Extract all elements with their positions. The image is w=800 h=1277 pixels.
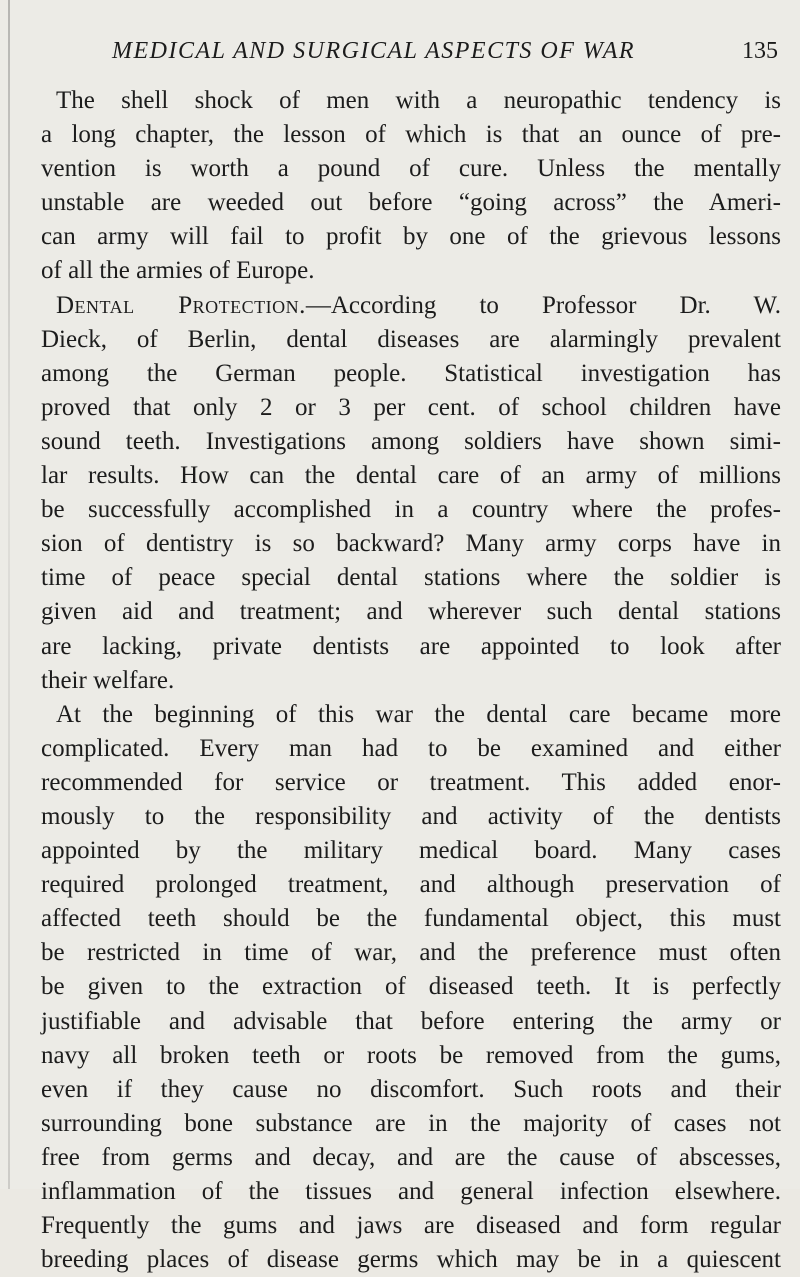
text-line-content: among the German people. Statistical investigation has <box>41 359 781 387</box>
text-line-content: unstable are weeded out before “going across” the Ameri- <box>41 189 781 217</box>
text-line <box>41 254 781 288</box>
text-line-content: required prolonged treatment, and although preservation of <box>41 871 781 899</box>
text-line <box>41 664 781 698</box>
body-text <box>41 84 781 1277</box>
text-line <box>41 493 781 527</box>
text-line-content: are lacking, private dentists are appointed to look after <box>41 632 781 660</box>
text-line-content: Dieck, of Berlin, dental diseases are alarmingly prevalent <box>41 325 781 353</box>
section-heading: Dental Protection. <box>56 291 306 319</box>
text-line <box>41 561 781 595</box>
text-line <box>41 698 781 732</box>
text-line <box>41 220 781 254</box>
text-line-content: affected teeth should be the fundamental object, this must <box>41 905 781 933</box>
text-line <box>41 84 781 118</box>
text-line <box>41 1175 781 1209</box>
text-line-content: be restricted in time of war, and the preference must often <box>41 939 781 967</box>
running-head <box>0 38 800 68</box>
text-line-content: lar results. How can the dental care of an army of millions <box>41 462 781 490</box>
text-line-content: a long chapter, the lesson of which is that an ounce of pre- <box>41 121 781 149</box>
text-line-content: be given to the extraction of diseased teeth. It is perfectly <box>41 973 781 1001</box>
text-line <box>41 425 781 459</box>
text-line <box>41 1005 781 1039</box>
text-line-content: can army will fail to profit by one of the grievous lessons <box>41 223 781 251</box>
text-line <box>41 970 781 1004</box>
text-line-content: be successfully accomplished in a country where the profes- <box>41 496 781 524</box>
text-line-content: surrounding bone substance are in the majority of cases not <box>41 1109 781 1137</box>
text-line-content: appointed by the military medical board. Many cases <box>41 837 781 865</box>
text-line <box>41 152 781 186</box>
text-line <box>41 1141 781 1175</box>
text-line <box>41 527 781 561</box>
text-line <box>41 186 781 220</box>
text-line-content: time of peace special dental stations where the soldier is <box>41 564 781 592</box>
text-line <box>41 834 781 868</box>
text-line <box>41 118 781 152</box>
text-line <box>41 936 781 970</box>
text-line <box>41 323 781 357</box>
text-line-content: recommended for service or treatment. This added enor- <box>41 768 781 796</box>
text-line-content: sound teeth. Investigations among soldiers have shown simi- <box>41 427 781 455</box>
text-line <box>41 800 781 834</box>
text-line <box>41 868 781 902</box>
text-line-content: of all the armies of Europe. <box>41 257 315 285</box>
text-line <box>41 459 781 493</box>
text-line <box>41 289 781 323</box>
text-line-content: given aid and treatment; and wherever such dental stations <box>41 598 781 626</box>
text-line-content: inflammation of the tissues and general infection elsewhere. <box>41 1178 781 1205</box>
text-line <box>41 1243 781 1277</box>
text-line-content: complicated. Every man had to be examined and either <box>41 734 781 762</box>
text-line <box>41 902 781 936</box>
text-line-content: The shell shock of men with a neuropathic tendency is <box>56 87 781 114</box>
text-line-content: vention is worth a pound of cure. Unless the mentally <box>41 155 781 183</box>
text-line <box>41 1073 781 1107</box>
text-line <box>41 391 781 425</box>
text-line <box>41 1039 781 1073</box>
text-line <box>41 357 781 391</box>
page-number: 135 <box>742 38 778 64</box>
text-line <box>41 1209 781 1243</box>
text-line-content: sion of dentistry is so backward? Many army corps have in <box>41 530 781 558</box>
running-title: MEDICAL AND SURGICAL ASPECTS OF WAR <box>112 38 636 64</box>
text-line-content: At the beginning of this war the dental care became more <box>56 700 781 728</box>
text-line-content: —According to Professor Dr. W. <box>305 291 781 319</box>
text-line-content: breeding places of disease germs which may be in a quiescent <box>41 1246 781 1274</box>
text-line-content: their welfare. <box>41 666 175 694</box>
text-line <box>41 595 781 629</box>
text-line-content: Frequently the gums and jaws are diseased and form regular <box>41 1212 781 1240</box>
text-line-content: mously to the responsibility and activity of the dentists <box>41 802 781 830</box>
text-line <box>41 630 781 664</box>
text-line-content: justifiable and advisable that before entering the army or <box>41 1007 781 1035</box>
page-gutter-edge <box>8 0 10 1189</box>
text-line <box>41 732 781 766</box>
text-line-content: even if they cause no discomfort. Such roots and their <box>41 1075 781 1103</box>
text-line-content: navy all broken teeth or roots be removed from the gums, <box>41 1041 781 1069</box>
text-line <box>41 1107 781 1141</box>
text-line <box>41 766 781 800</box>
text-line-content: free from germs and decay, and are the cause of abscesses, <box>41 1143 781 1171</box>
text-line-content: proved that only 2 or 3 per cent. of school children have <box>41 393 781 421</box>
